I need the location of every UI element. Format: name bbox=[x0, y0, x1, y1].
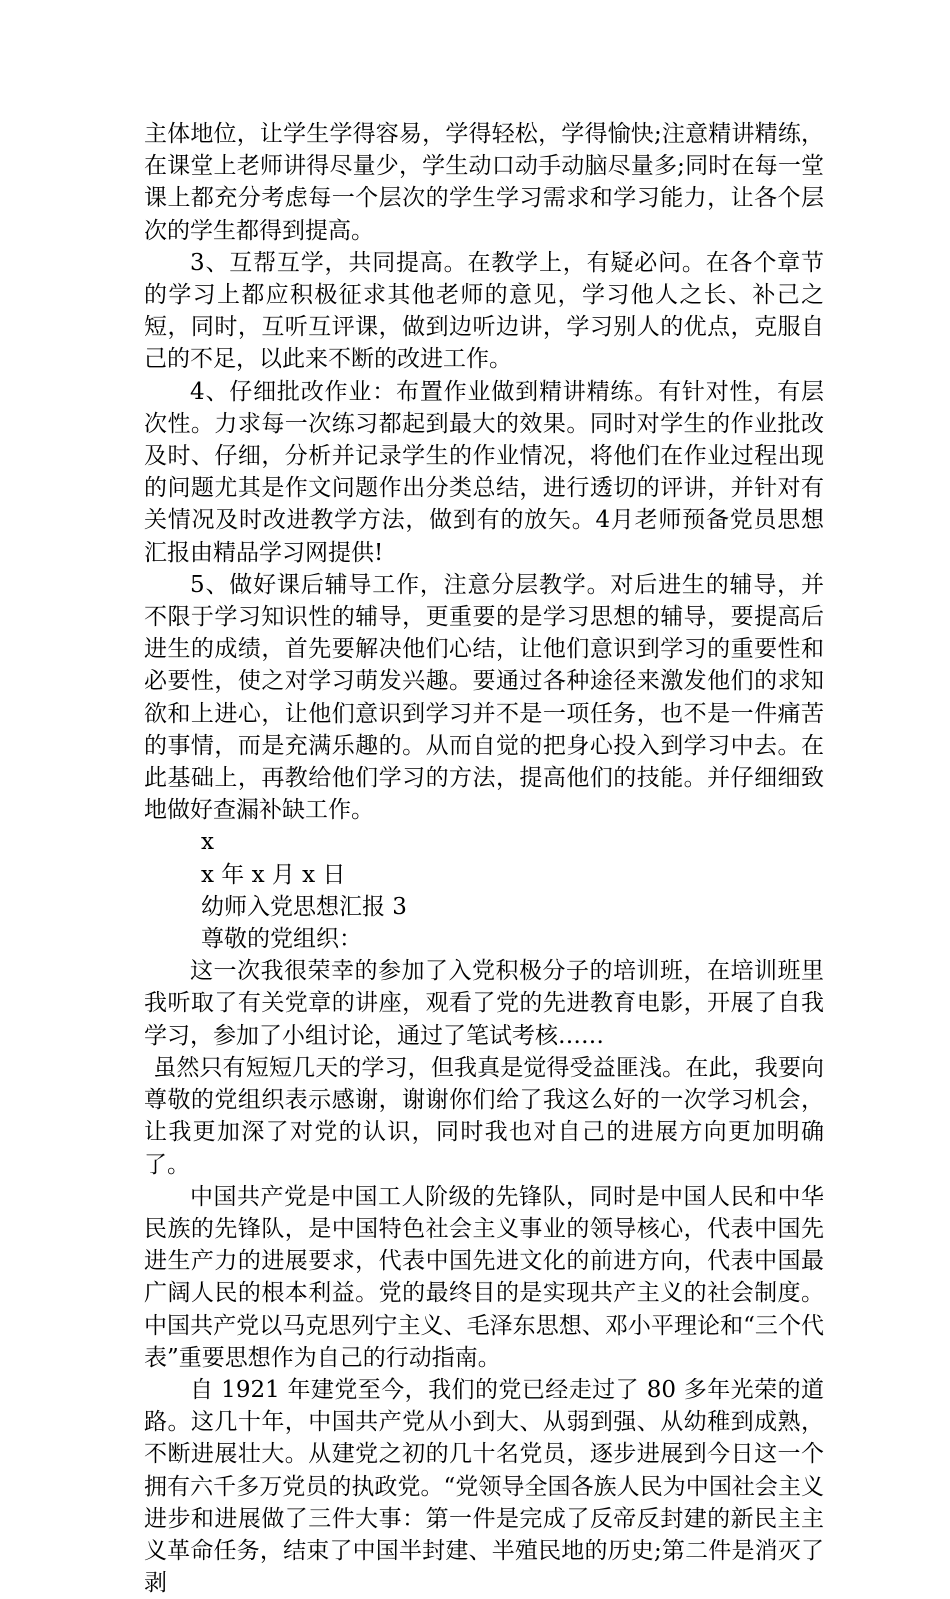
paragraph-item-3: 3、互帮互学，共同提高。在教学上，有疑必问。在各个章节的学习上都应积极征求其他老师的意见，学习他人之长、补己之短，同时，互听互评课，做到边听边讲，学习别人的优点，克服自己的不足，以此来不断的改进工作。 bbox=[144, 249, 824, 373]
paragraph-item-4: 4、仔细批改作业：布置作业做到精讲精练。有针对性，有层次性。力求每一次练习都起到最大的效果。同时对学生的作业批改及时、仔细，分析并记录学生的作业情况，将他们在作业过程出现的问题尤其是作文问题作出分类总结，进行透切的评讲，并针对有关情况及时改进教学方法，做到有的放矢。4月老师预备党员思想汇报由精品学习网提供! bbox=[144, 378, 824, 566]
document-body bbox=[144, 118, 824, 1599]
paragraph-teaching-continuation: 主体地位，让学生学得容易，学得轻松，学得愉快;注意精讲精练，在课堂上老师讲得尽量少，学生动口动手动脑尽量多;同时在每一堂课上都充分考虑每一个层次的学生学习需求和学习能力，让各个层次的学生都得到提高。 bbox=[144, 121, 824, 244]
salutation: 尊敬的党组织： bbox=[201, 926, 362, 953]
section-title: 幼师入党思想汇报 3 bbox=[201, 893, 407, 920]
paragraph-party-nature: 中国共产党是中国工人阶级的先锋队，同时是中国人民和中华民族的先锋队，是中国特色社会主义事业的领导核心，代表中国先进生产力的进展要求，代表中国先进文化的前进方向，代表中国最广阔人民的根本利益。党的最终目的是实现共产主义的社会制度。中国共产党以马克思列宁主义、毛泽东思想、邓小平理论和“三个代表”重要思想作为自己的行动指南。 bbox=[144, 1183, 824, 1371]
paragraph-gratitude: 虽然只有短短几天的学习，但我真是觉得受益匪浅。在此，我要向尊敬的党组织表示感谢，谢谢你们给了我这么好的一次学习机会，让我更加深了对党的认识，同时我也对自己的进展方向更加明确了。 bbox=[144, 1054, 824, 1178]
paragraph-item-5: 5、做好课后辅导工作，注意分层教学。对后进生的辅导，并不限于学习知识性的辅导，更重要的是学习思想的辅导，要提高后进生的成绩，首先要解决他们心结，让他们意识到学习的重要性和必要性，使之对学习萌发兴趣。要通过各种途径来激发他们的求知欲和上进心，让他们意识到学习并不是一项任务，也不是一件痛苦的事情，而是充满乐趣的。从而自觉的把身心投入到学习中去。在此基础上，再教给他们学习的方法，提高他们的技能。并仔细细致地做好查漏补缺工作。 bbox=[144, 571, 824, 824]
signature-placeholder: x bbox=[201, 829, 214, 856]
paragraph-party-history: 自 1921 年建党至今，我们的党已经走过了 80 多年光荣的道路。这几十年，中国共产党从小到大、从弱到强、从幼稚到成熟，不断进展壮大。从建党之初的几十名党员，逐步进展到今日这一个拥有六千多万党员的执政党。“党领导全国各族人民为中国社会主义进步和进展做了三件大事：第一件是完成了反帝反封建的新民主主义革命任务，结束了中国半封建、半殖民地的历史;第二件是消灭了剥 bbox=[144, 1376, 824, 1597]
paragraph-training-intro: 这一次我很荣幸的参加了入党积极分子的培训班，在培训班里我听取了有关党章的讲座，观看了党的先进教育电影，开展了自我学习，参加了小组讨论，通过了笔试考核…… bbox=[144, 958, 824, 1049]
date-line: x 年 x 月 x 日 bbox=[201, 861, 346, 888]
